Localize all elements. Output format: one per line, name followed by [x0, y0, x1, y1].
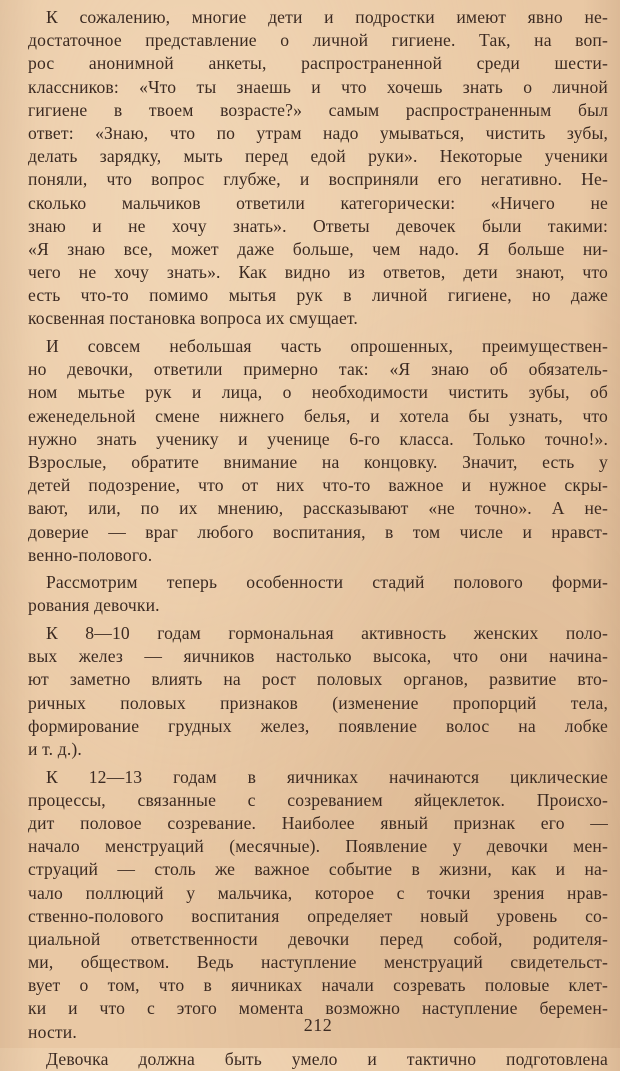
text-line: ют заметно влиять на рост половых органов, развитие вто- — [28, 669, 608, 690]
text-line: К 12—13 годам в яичниках начинаются циклические — [46, 766, 608, 787]
text-line: вых желез — яичников настолько высока, что они начина- — [28, 646, 608, 667]
text-line: ности. — [28, 1021, 77, 1042]
text-line: И совсем небольшая часть опрошенных, преимуществен- — [46, 336, 608, 357]
body-text — [28, 6, 608, 1071]
text-line: но девочки, ответили примерно так: «Я знаю об обязатель- — [28, 359, 608, 380]
text-line: детей подозрение, что от них что-то важное и нужное скры- — [28, 475, 608, 496]
text-line: циальной ответственности девочки перед собой, родителя- — [28, 928, 608, 949]
text-line: венно-полового. — [28, 544, 153, 565]
text-line: классников: «Что ты знаешь и что хочешь знать о личной — [28, 76, 608, 97]
text-line: гигиене в твоем возрасте?» самым распространенным был — [28, 99, 608, 120]
text-line: К 8—10 годам гормональная активность женских поло- — [46, 623, 608, 644]
text-line: есть что-то помимо мытья рук в личной гигиене, но даже — [28, 285, 608, 306]
text-line: еженедельной смене нижнего белья, и хотела бы узнать, что — [28, 405, 608, 426]
text-line: сколько мальчиков ответили категорически: «Ничего не — [28, 192, 608, 213]
text-line: Рассмотрим теперь особенности стадий полового форми- — [46, 572, 608, 593]
text-line: косвенная постановка вопроса их смущает. — [28, 308, 358, 329]
text-line: процессы, связанные с созреванием яйцеклеток. Происхо- — [28, 789, 608, 810]
text-line: струаций — столь же важное событие в жизни, как и на- — [28, 859, 608, 880]
text-line: ми, обществом. Ведь наступление менструаций свидетельст- — [28, 952, 608, 973]
text-line: нужно знать ученику и ученице 6-го класса. Только точно!». — [28, 428, 608, 449]
text-line: чего не хочу знать». Как видно из ответов, дети знают, что — [28, 262, 608, 283]
text-line: формирование грудных желез, появление волос на лобке — [28, 715, 608, 736]
text-line: дит половое созревание. Наиболее явный признак его — — [28, 812, 608, 833]
text-line: ственно-полового воспитания определяет новый уровень со- — [28, 905, 608, 926]
text-line: вует о том, что в яичниках начали созревать половые клет- — [28, 975, 608, 996]
book-page — [28, 6, 608, 1070]
text-line: «Я знаю все, может даже больше, чем надо. Я больше ни- — [28, 238, 608, 259]
text-line: и т. д.). — [28, 738, 82, 759]
text-line: достаточное представление о личной гигиене. Так, на воп- — [28, 30, 608, 51]
text-line: Девочка должна быть умело и тактично подготовлена — [46, 1049, 608, 1070]
text-line: ки и что с этого момента возможно наступление беремен- — [28, 998, 608, 1019]
text-line: делать зарядку, мыть перед едой руки». Некоторые ученики — [28, 146, 608, 167]
text-line: ответ: «Знаю, что по утрам надо умываться, чистить зубы, — [28, 122, 608, 143]
text-line: вают, или, по их мнению, рассказывают «не точно». А не- — [28, 498, 608, 519]
text-line: чало поллюций у мальчика, которое с точки зрения нрав- — [28, 882, 608, 903]
text-line: начало менструаций (месячные). Появление у девочки мен- — [28, 836, 608, 857]
text-line: доверие — враг любого воспитания, в том числе и нравст- — [28, 521, 608, 542]
text-line: ном мытье рук и лица, о необходимости чистить зубы, об — [28, 382, 608, 403]
text-line: ричных половых признаков (изменение пропорций тела, — [28, 692, 608, 713]
text-line: Взрослые, обратите внимание на концовку. Значит, есть у — [28, 451, 608, 472]
text-line: поняли, что вопрос глубже, и восприняли его негативно. Не- — [28, 169, 608, 190]
text-line: знаю и не хочу знать». Ответы девочек были такими: — [28, 215, 608, 236]
text-line: К сожалению, многие дети и подростки имеют явно не- — [46, 7, 608, 27]
text-line: рос анонимной анкеты, распространенной среди шести- — [28, 53, 608, 74]
page-number: 212 — [303, 1015, 333, 1035]
text-line: рования девочки. — [28, 595, 160, 616]
